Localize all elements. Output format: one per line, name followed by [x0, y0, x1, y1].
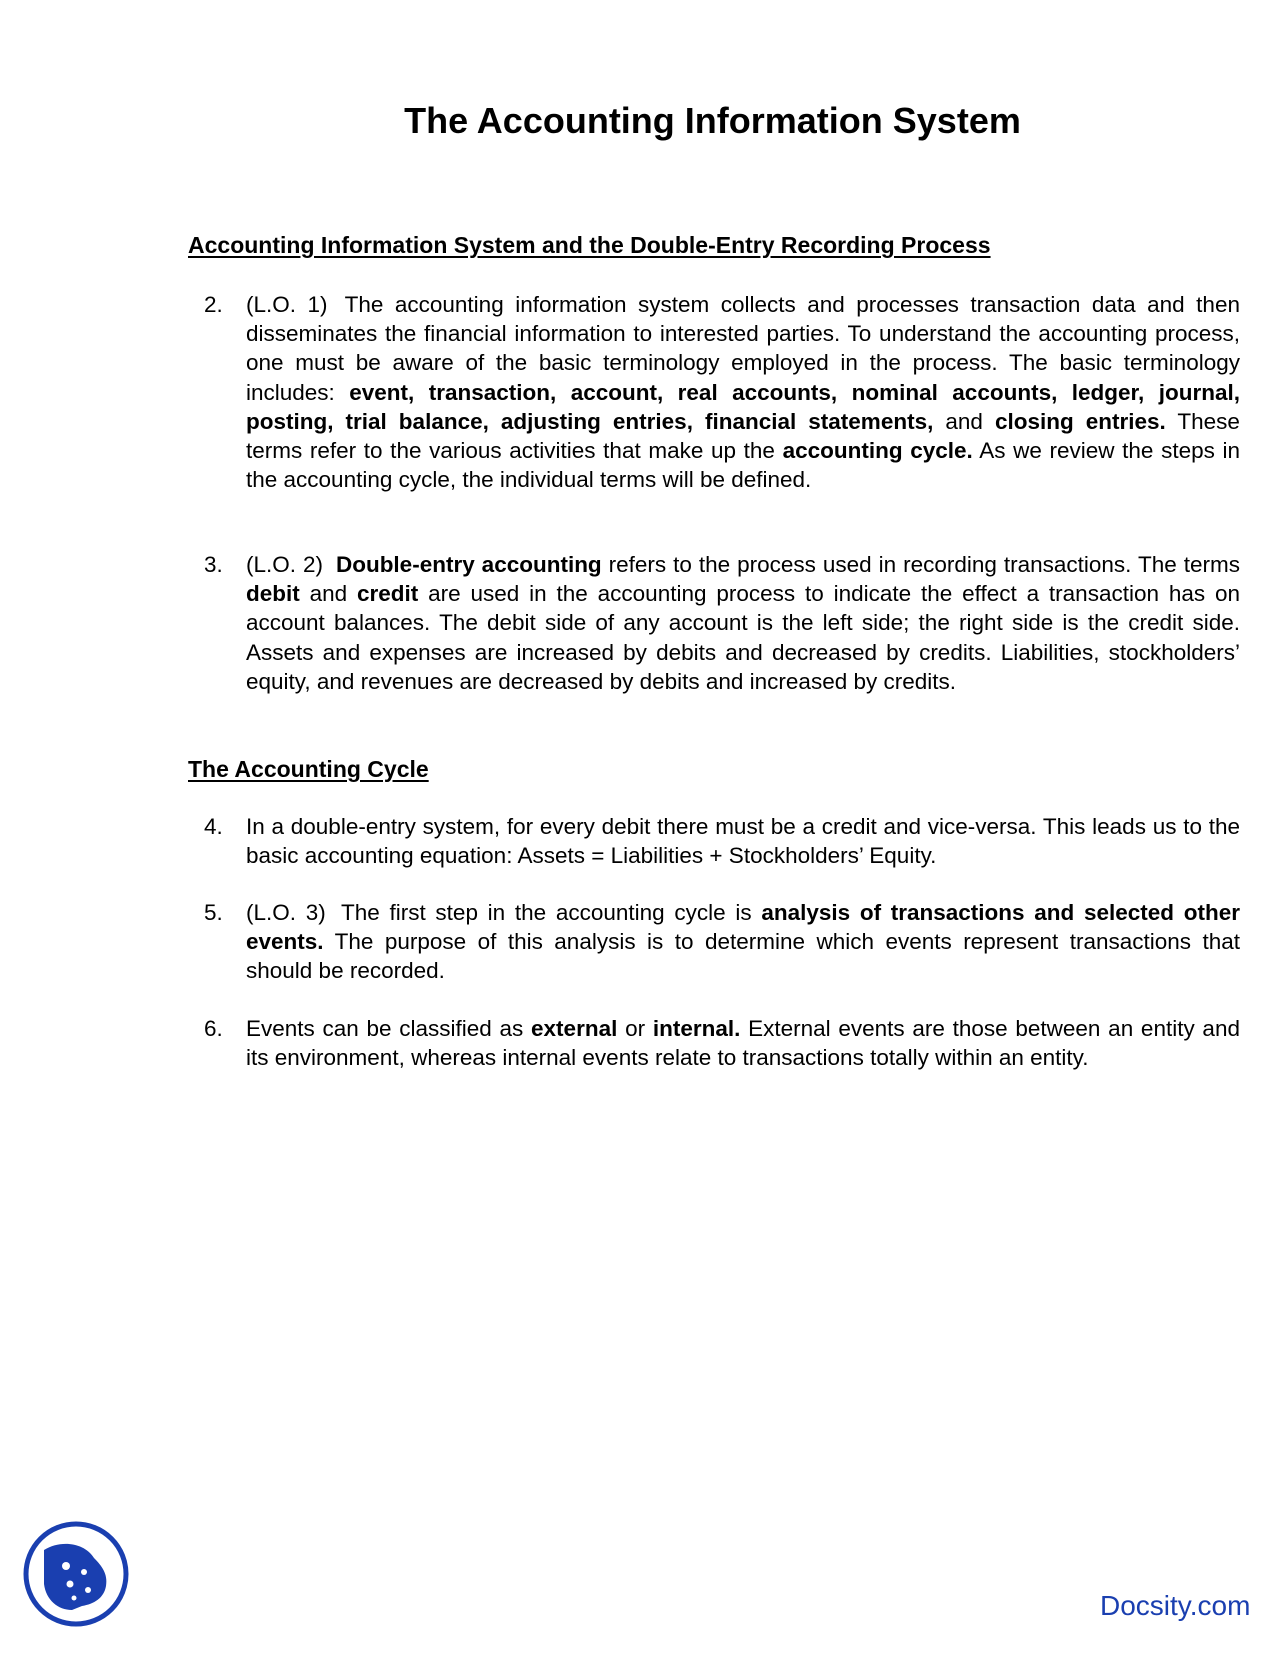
list-item-6: [188, 1014, 1240, 1072]
item-text: (L.O. 1) The accounting information system collects and processes transaction data and then disseminates the financial information to interested parties. To understand the accounting process, one must be aware of the basic terminology employed in the process. The basic terminology includes: event, transaction, account, real accounts, nominal accounts, ledger, journal, posting, trial balance, adjusting entries, financial statements, and closing entries. These terms refer to the various activities that make up the accounting cycle. As we review the steps in the accounting cycle, the individual terms will be defined.: [246, 292, 1240, 493]
item-number: 4.: [204, 814, 223, 839]
item-number: 6.: [204, 1016, 223, 1041]
docsity-logo-icon: [22, 1520, 130, 1628]
brand-link[interactable]: Docsity.com: [1100, 1590, 1251, 1621]
item-text: Events can be classified as external or internal. External events are those between an entity and its environment, whereas internal events relate to transactions totally within an entity.: [246, 1016, 1240, 1071]
item-number: 3.: [204, 552, 223, 577]
item-number: 2.: [204, 292, 223, 317]
key-terms: event, transaction, account, real accounts, nominal accounts, ledger, journal, posting, trial balance, adjusting entries, financial statements,: [246, 379, 1240, 434]
item-text: (L.O. 3) The first step in the accounting cycle is analysis of transactions and selected other events. The purpose of this analysis is to determine which events represent transactions that should be recorded.: [246, 900, 1240, 984]
item-text: In a double-entry system, for every debit there must be a credit and vice-versa. This leads us to the basic accounting equation: Assets = Liabilities + Stockholders’ Equity.: [246, 814, 1240, 869]
list-item-4: [188, 812, 1240, 870]
list-item-2: [188, 290, 1240, 494]
page-title: The Accounting Information System: [404, 100, 1021, 141]
item-text: (L.O. 2) Double-entry accounting refers to the process used in recording transactions. The terms debit and credit are used in the accounting process to indicate the effect a transaction has on account balances. The debit side of any account is the left side; the right side is the credit side. Assets and expenses are increased by debits and decreased by credits. Liabilities, stockholders’ equity, and revenues are decreased by debits and increased by credits.: [246, 552, 1240, 694]
section-heading-double-entry: Accounting Information System and the Double-Entry Recording Process: [188, 232, 991, 258]
section-heading-accounting-cycle: The Accounting Cycle: [188, 756, 429, 782]
list-item-3: [188, 550, 1240, 696]
item-number: 5.: [204, 900, 223, 925]
list-item-5: [188, 898, 1240, 986]
